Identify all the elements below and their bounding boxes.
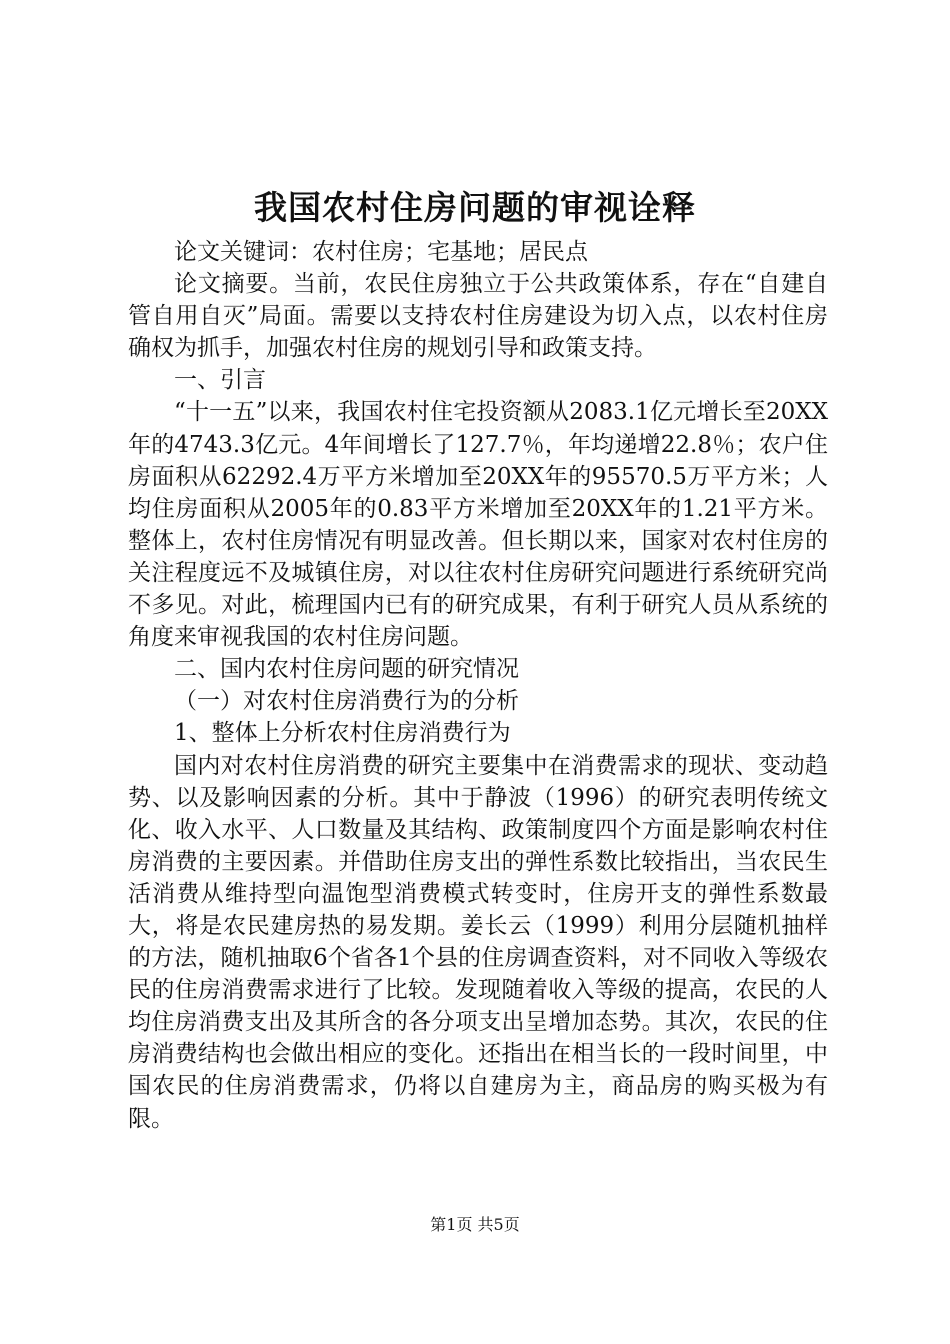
section-heading-research: 二、国内农村住房问题的研究情况 (174, 656, 519, 683)
subsubsection-heading-overall: 1、整体上分析农村住房消费行为 (174, 720, 511, 747)
document-body (128, 236, 828, 1135)
section-heading-introduction: 一、引言 (174, 367, 266, 394)
abstract-paragraph: 论文摘要。当前，农民住房独立于公共政策体系，存在“自建自管自用自灭”局面。需要以支持农村住房建设为切入点，以农村住房确权为抓手，加强农村住房的规划引导和政策支持。 (128, 271, 828, 362)
keywords-paragraph: 论文关键词：农村住房；宅基地；居民点 (174, 239, 588, 265)
introduction-paragraph: “十一五”以来，我国农村住宅投资额从2083.1亿元增长至20XX年的4743.3亿元。4年间增长了127.7％，年均递增22.8％；农户住房面积从62292.4万平方米增加至20XX年的95570.5万平方米；人均住房面积从2005年的0.83平方米增加至20XX年的1.21平方米。整体上，农村住房情况有明显改善。但长期以来，国家对农村住房的关注程度远不及城镇住房，对以往农村住房研究问题进行系统研究尚不多见。对此，梳理国内已有的研究成果，有利于研究人员从系统的角度来审视我国的农村住房问题。 (128, 399, 828, 651)
page-number-footer: 第1页 共5页 (430, 1215, 520, 1234)
consumption-paragraph: 国内对农村住房消费的研究主要集中在消费需求的现状、变动趋势、以及影响因素的分析。其中于静波（1996）的研究表明传统文化、收入水平、人口数量及其结构、政策制度四个方面是影响农村住房消费的主要因素。并借助住房支出的弹性系数比较指出，当农民生活消费从维持型向温饱型消费模式转变时，住房开支的弹性系数最大，将是农民建房热的易发期。姜长云（1999）利用分层随机抽样的方法，随机抽取6个省各1个县的住房调查资料，对不同收入等级农民的住房消费需求进行了比较。发现随着收入等级的提高，农民的人均住房消费支出及其所含的各分项支出呈增加态势。其次，农民的住房消费结构也会做出相应的变化。还指出在相当长的一段时间里，中国农民的住房消费需求，仍将以自建房为主，商品房的购买极为有限。 (128, 752, 828, 1132)
subsection-heading-consumption: （一）对农村住房消费行为的分析 (174, 688, 519, 715)
document-title: 我国农村住房问题的审视诠释 (254, 188, 696, 227)
